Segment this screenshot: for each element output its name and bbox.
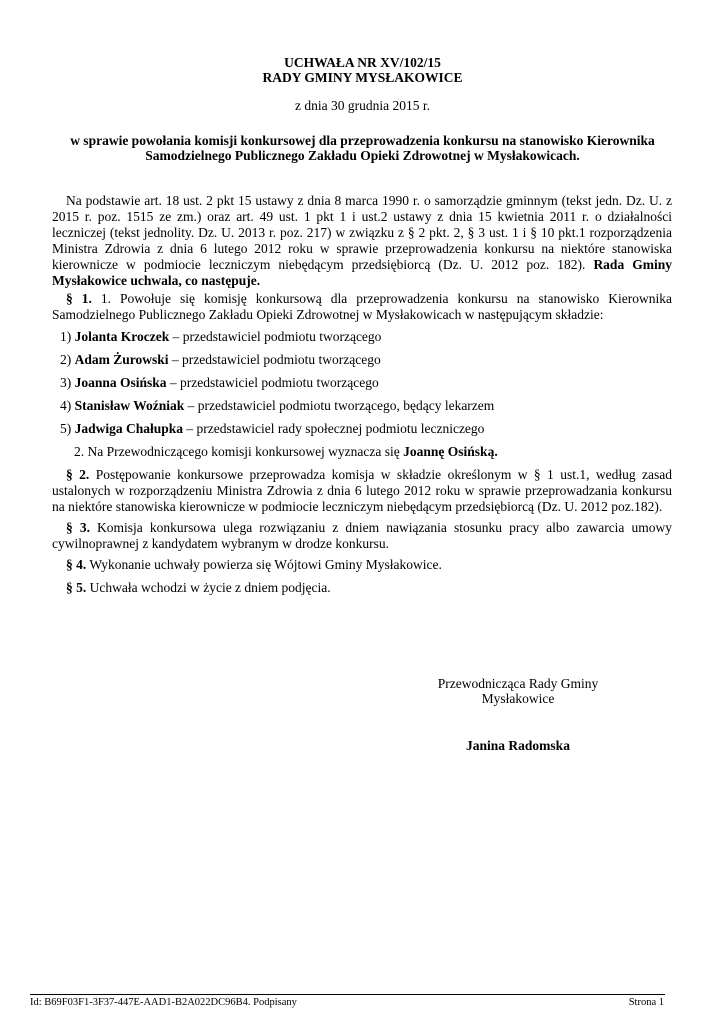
paragraph-1-number: § 1. [66,291,92,306]
member-item [60,352,381,368]
chair-name: Joannę Osińską. [403,444,498,459]
resolution-date: z dnia 30 grudnia 2015 r. [295,98,430,113]
council-name: RADY GMINY MYSŁAKOWICE [262,70,463,85]
document-id: Id: B69F03F1-3F37-447E-AAD1-B2A022DC96B4. Podpisany [30,997,297,1008]
chair-designation [74,444,498,460]
member-item [60,329,381,345]
member-role: – przedstawiciel podmiotu tworzącego [169,329,382,344]
preamble [52,193,672,289]
paragraph-5-text: Uchwała wchodzi w życie z dniem podjęcia. [86,580,331,595]
member-name: Joanna Osińska [74,375,167,390]
member-role: – przedstawiciel rady społecznej podmiotu leczniczego [183,421,485,436]
chair-text: 2. Na Przewodniczącego komisji konkursowej wyznacza się [74,444,404,459]
paragraph-2 [52,467,672,515]
member-name: Jolanta Kroczek [74,329,170,344]
paragraph-3-text: Komisja konkursowa ulega rozwiązaniu z dniem nawiązania stosunku pracy albo zawarcia umowy cywilnoprawnej z kandydatem wybranym w drodze konkursu. [52,520,673,551]
subject-line-2: Samodzielnego Publicznego Zakładu Opieki Zdrowotnej w Mysłakowicach. [145,148,580,163]
page-number: Strona 1 [628,997,664,1008]
resolution-title: UCHWAŁA NR XV/102/15 [284,55,441,70]
member-number: 1) [60,329,75,344]
paragraph-3 [52,520,672,552]
member-role: – przedstawiciel podmiotu tworzącego, będący lekarzem [184,398,495,413]
paragraph-2-text: Postępowanie konkursowe przeprowadza komisja w składzie określonym w § 1 ust.1, według zasad ustalonych w rozporządzeniu Ministra Zdrowia z dnia 6 lutego 2012 roku w sprawie przeprowadzania konkursu na niektóre stanowiska kierownicze w podmiocie leczniczym niebędącym przedsiębiorcą (Dz. U. 2012 poz.182). [52,467,673,514]
signature-name: Janina Radomska [466,738,570,753]
member-item [60,398,494,414]
paragraph-2-number: § 2. [66,467,90,482]
paragraph-4 [52,557,672,573]
footer-divider [30,994,665,995]
member-role: – przedstawiciel podmiotu tworzącego [168,352,381,367]
member-role: – przedstawiciel podmiotu tworzącego [166,375,379,390]
signature-role: Przewodnicząca Rady Gminy [437,676,599,691]
member-name: Stanisław Woźniak [74,398,185,413]
member-number: 4) [60,398,75,413]
paragraph-1-text: 1. Powołuje się komisję konkursową dla przeprowadzenia konkursu na stanowisko Kierownika Samodzielnego Publicznego Zakładu Opieki Zdrowotnej w Mysłakowicach w następującym składzie: [52,291,672,322]
member-item [60,375,379,391]
signature-municipality: Mysłakowice [481,691,555,706]
paragraph-1 [52,291,672,323]
member-item [60,421,484,437]
member-number: 5) [60,421,75,436]
member-name: Adam Żurowski [74,352,169,367]
subject-line-1: w sprawie powołania komisji konkursowej dla przeprowadzenia konkursu na stanowisko Kierownika [70,133,655,148]
paragraph-4-text: Wykonanie uchwały powierza się Wójtowi Gminy Mysłakowice. [86,557,442,572]
paragraph-3-number: § 3. [66,520,90,535]
member-number: 2) [60,352,75,367]
preamble-bold: Rada Gminy Mysłakowice uchwala, co następuje. [52,257,673,288]
preamble-text: Na podstawie art. 18 ust. 2 pkt 15 ustawy z dnia 8 marca 1990 r. o samorządzie gminnym (tekst jedn. Dz. U. z 2015 r. poz. 1515 ze zm.) oraz art. 49 ust. 1 pkt 1 i ust.2 ustawy z dnia 15 kwietnia 2011 r. o działalności leczniczej (tekst jednolity. Dz. U. 2013 r. poz. 217) w związku z § 2 pkt. 2, § 3 ust. 1 i § 10 pkt.1 rozporządzenia Ministra Zdrowia z dnia 6 lutego 2012 roku w sprawie przeprowadzenia konkursu na niektóre stanowiska kierownicze w podmiocie leczniczym niebędącym przedsiębiorcą (Dz. U. 2012 poz. 182). [52,193,672,272]
member-number: 3) [60,375,75,390]
paragraph-5 [52,580,672,596]
member-name: Jadwiga Chałupka [74,421,184,436]
paragraph-5-number: § 5. [66,580,87,595]
paragraph-4-number: § 4. [66,557,87,572]
